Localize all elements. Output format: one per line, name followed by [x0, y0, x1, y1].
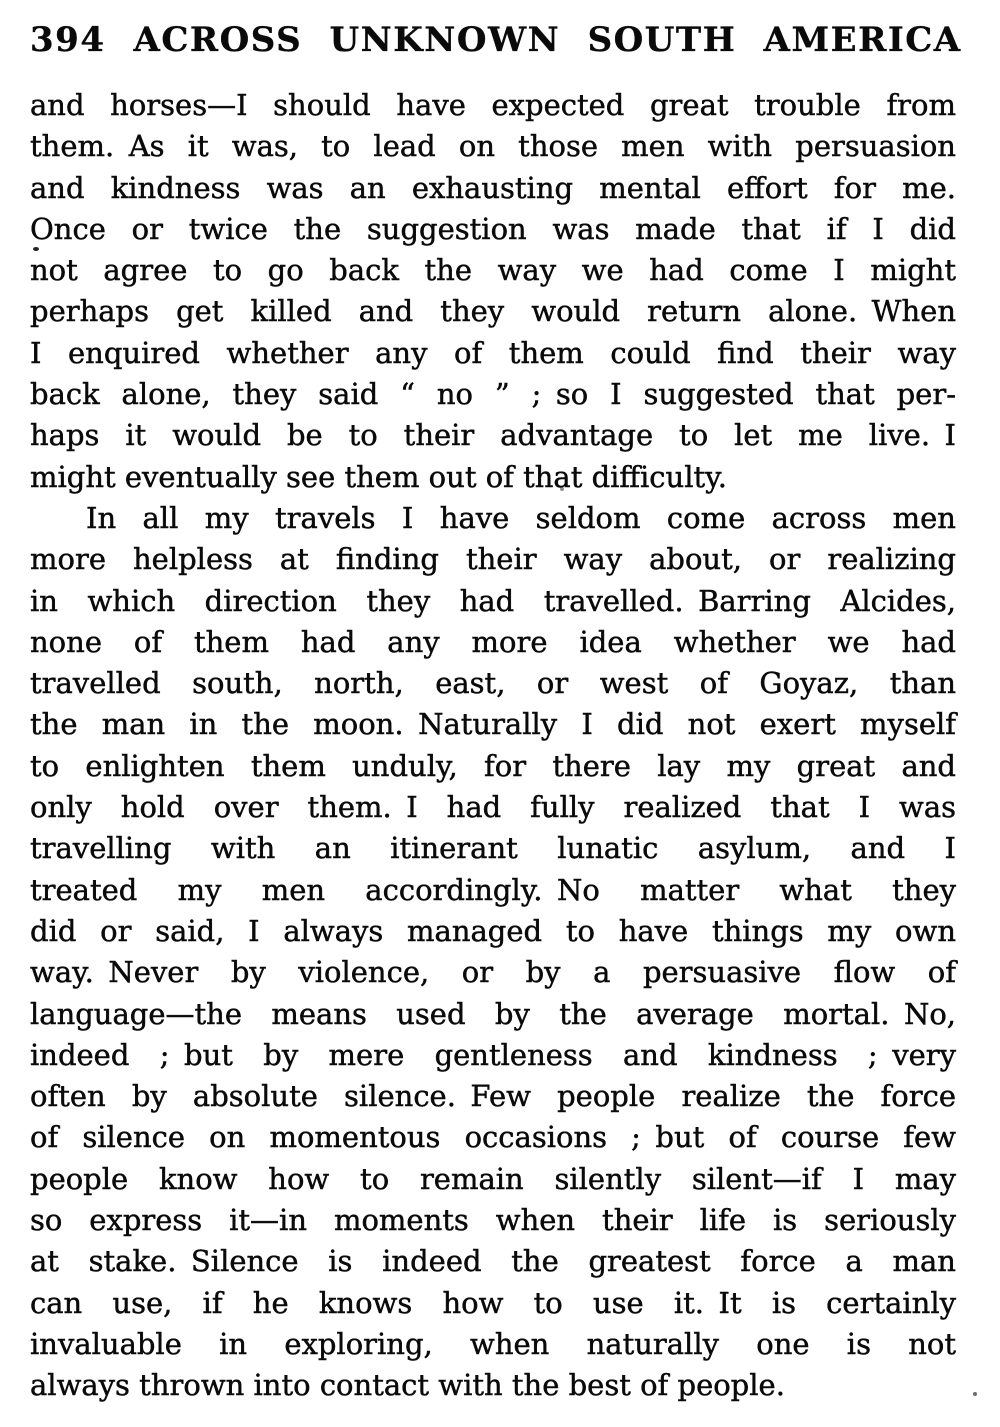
- text-line: way. Never by violence, or by a persuasive flow of: [30, 955, 956, 990]
- text-line: so express it—in moments when their life is seriously: [30, 1203, 956, 1238]
- scan-speck: [973, 1392, 977, 1396]
- text-line: treated my men accordingly. No matter what they: [30, 872, 956, 907]
- text-line: indeed ; but by mere gentleness and kindness ; very: [30, 1037, 956, 1072]
- text-line: invaluable in exploring, when naturally one is not: [30, 1326, 956, 1361]
- scan-speck: [560, 487, 564, 491]
- text-line: to enlighten them unduly, for there lay my great and: [30, 748, 956, 783]
- text-line: Once or twice the suggestion was made that if I did: [30, 211, 956, 246]
- text-line: the man in the moon. Naturally I did not exert myself: [30, 707, 956, 742]
- text-line: language—the means used by the average mortal. No,: [30, 996, 956, 1031]
- text-line: in which direction they had travelled. Barring Alcides,: [30, 583, 956, 618]
- text-line: them. As it was, to lead on those men with persuasion: [30, 129, 956, 164]
- text-line: travelling with an itinerant lunatic asylum, and I: [30, 831, 956, 866]
- text-line: more helpless at finding their way about, or realizing: [30, 542, 956, 577]
- paragraph: [30, 85, 956, 498]
- text-line: haps it would be to their advantage to let me live. I: [30, 418, 956, 453]
- text-line: people know how to remain silently silent—if I may: [30, 1161, 956, 1196]
- text-line: did or said, I always managed to have things my own: [30, 913, 956, 948]
- text-line: not agree to go back the way we had come I might: [30, 253, 956, 288]
- text-line: might eventually see them out of that difficulty.: [30, 459, 727, 494]
- text-line: travelled south, north, east, or west of Goyaz, than: [30, 666, 956, 701]
- text-line: often by absolute silence. Few people realize the force: [30, 1079, 956, 1114]
- text-line: and kindness was an exhausting mental effort for me.: [30, 170, 956, 205]
- text-line: perhaps get killed and they would return alone. When: [30, 294, 956, 329]
- text-line: I enquired whether any of them could find their way: [30, 335, 956, 370]
- page-number: 394: [30, 20, 106, 60]
- text-line: In all my travels I have seldom come across men: [86, 500, 956, 535]
- text-line: none of them had any more idea whether we had: [30, 624, 956, 659]
- text-line: always thrown into contact with the best of people.: [30, 1368, 785, 1403]
- text-line: of silence on momentous occasions ; but of course few: [30, 1120, 956, 1155]
- text-line: back alone, they said “ no ” ; so I suggested that per-: [30, 377, 956, 412]
- text-line: and horses—I should have expected great trouble from: [30, 88, 956, 122]
- running-title: ACROSS UNKNOWN SOUTH AMERICA: [133, 20, 962, 60]
- paragraph: [30, 498, 956, 1407]
- scan-speck: [33, 247, 39, 251]
- text-line: can use, if he knows how to use it. It is certainly: [30, 1285, 956, 1320]
- text-line: at stake. Silence is indeed the greatest force a man: [30, 1244, 956, 1279]
- text-line: only hold over them. I had fully realized that I was: [30, 790, 956, 825]
- body-text: [30, 85, 956, 1407]
- running-header: [30, 20, 962, 61]
